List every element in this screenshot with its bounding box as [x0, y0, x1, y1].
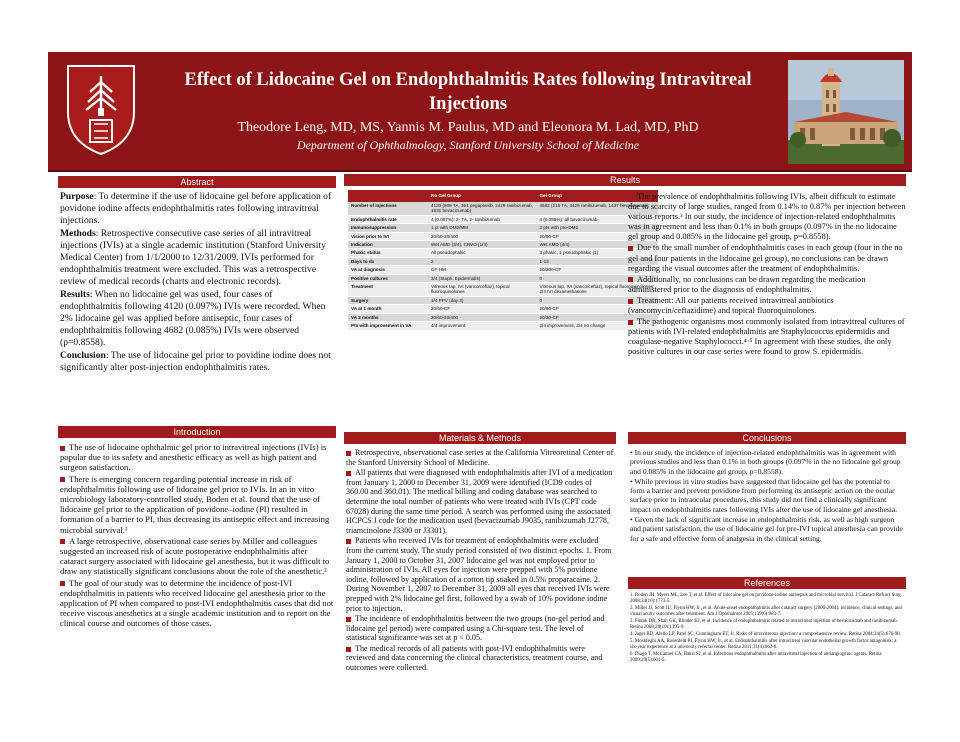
bullet-icon [628, 246, 633, 251]
table-cell: 2 pts with pre-DM2 [536, 224, 658, 232]
table-cell: Vitreous tap, IVI (vanco/ceftaz), topical fluoroquinolones; 2/4 IVI dexamethasone [536, 283, 658, 297]
table-cell: 0 [536, 296, 658, 304]
bullet-icon [346, 451, 351, 456]
abstract-heading: Abstract [58, 176, 336, 188]
results-point: Treatment: All our patients received intravitreal antibiotics (vancomycin/ceftazidime) and topical fluoroquinolones. [628, 295, 834, 316]
methods-label: Methods [60, 227, 96, 239]
introduction-body [60, 442, 336, 630]
table-cell: 1 pt with DM2/MM [428, 224, 536, 232]
table-row-label: Positive cultures [348, 274, 428, 282]
results-body [628, 192, 906, 359]
introduction-heading: Introduction [58, 426, 336, 438]
table-row-label: Indication [348, 241, 428, 249]
table-header-cell: Gel Group [536, 190, 658, 202]
table-row-label: VA at 1 month [348, 305, 428, 313]
table-row [348, 313, 658, 321]
bullet-icon [346, 647, 351, 652]
table-cell: 2/4 improvement, 2/4 no change [536, 322, 658, 330]
reference-item: 1. Boden JH, Myers ML, Lee T, et al. Effect of lidocaine gel on povidone-iodine antisepsis and microbial survival. J Cataract Refract Surg 2008;34(10):1773-5. [630, 593, 901, 604]
table-header-row [348, 190, 658, 202]
results-point: Additionally, no conclusions can be drawn regarding the medication administered prior to the diagnosis of endophthalmitis. [628, 274, 866, 294]
table-row-label: Vision prior to IVI [348, 232, 428, 240]
bullet-icon [628, 299, 633, 304]
hoover-tower-photo [788, 60, 904, 164]
poster-header [48, 52, 912, 172]
table-cell: 20/60-CF [536, 305, 658, 313]
results-point: The prevalence of endophthalmitis following IVIs, albeit difficult to estimate due to scarcity of large studies, ranged from 0.14% to 0.87% per injection between various reports.³ In our study, the incidence of injection-related endophthalmitis was in agreement and less than 0.1% in both groups (0.097% in the no lidocaine gel group and 0.085% in the lidocaine gel group, p=0.8558). [628, 192, 906, 242]
table-cell: 20/60-20/400 [428, 313, 536, 321]
reference-item: 4. Jager RD, Aiello LP, Patel SC, Cunningham ET, Jr. Risks of intravitreous injection: a comprehensive review. Retina 2004;24(5):676-98. [630, 632, 901, 637]
conclusion-label: Conclusion [60, 349, 106, 361]
table-cell: Wet AMD (4/4) [536, 241, 658, 249]
table-row [348, 305, 658, 313]
materials-point: Retrospective, observational case series at the California Vitreoretinal Center of the Stanford University School of Medicine. [346, 448, 614, 467]
conclusion-point: • Given the lack of significant increase in endophthalmitis risk, as well as high surgeon and patient satisfaction, the use of lidocaine gel for pre-IVI topical anesthesia can provide for a safe and effective form of analgesia in the clinical setting. [630, 515, 903, 543]
table-cell: Vitreous tap, IVI (vanco/ceftaz), topical fluoroquinolones [428, 283, 536, 297]
table-row-label: Surgery [348, 296, 428, 304]
table-cell: 4 (0.085%): all bevacizumab [536, 215, 658, 223]
materials-point: The incidence of endophthalmitis between the two groups (no-gel period and lidocaine gel period) were compared using a Chi-square test. The level of statistical significance was set at p < 0.05. [346, 614, 605, 643]
conclusion-point: • In our study, the incidence of injection-related endophthalmitis was in agreement with previous studies and less than 0.1% in both groups (0.097% in the no lidocaine gel group and 0.085% in the lidocaine gel group, p=0.8558). [630, 448, 901, 476]
table-cell: 3 phakic, 1 pseudophakic (1) [536, 249, 658, 257]
table-cell: 2 [428, 257, 536, 265]
reference-item: 3. Fintak DR, Shah GK, Blinder KJ, et al. Incidence of endophthalmitis related to intravitreal injection of bevacizumab and ranibizumab. Retina 2008;28(10):1395-9. [630, 619, 898, 630]
results-heading: Results [344, 174, 906, 186]
bullet-icon [60, 477, 65, 482]
table-row-label: Treatment [348, 283, 428, 297]
bullet-icon [346, 471, 351, 476]
poster-authors: Theodore Leng, MD, MS, Yannis M. Paulus, MD and Eleonora M. Lad, MD, PhD [237, 120, 699, 135]
table-header-cell [348, 190, 428, 202]
methods-text: : Retrospective consecutive case series of all intravitreal injections (IVIs) at a single academic institution (Stanford University Medical Center) from 1/1/2000 to 12/31/2009. IVIs performed for endophthalmitis treatment were excluded. This was a retrospective review of medical records (charts and electronic records). [60, 227, 326, 288]
table-cell: 4 (0.097%): 2- TA, 2- ranibizumab [428, 215, 536, 223]
table-row [348, 266, 658, 274]
table-body [348, 202, 658, 330]
table-row [348, 232, 658, 240]
table-cell: 0 [536, 274, 658, 282]
table-row [348, 296, 658, 304]
results-text: : When no lidocaine gel was used, four cases of endophthalmitis following 4120 (0.097%) IVIs were recorded. When 2% lidocaine gel was applied before antiseptic, four cases of endophthalmitis following 4682 (0.085%) IVIs were observed (p=0.8558). [60, 288, 326, 349]
bullet-icon [346, 617, 351, 622]
table-header-cell: No Gel Group [428, 190, 536, 202]
materials-point: The medical records of all patients with post-IVI endophthalmitis were reviewed and data concerning the clinical characteristics, treatment course, and outcomes were collected. [346, 643, 603, 673]
table-cell: 1/4 PPV (day 2) [428, 296, 536, 304]
table-cell: 4682 (216 TA, 3425 ranibizumab, 1437 bevacizumab) [536, 202, 658, 215]
table-row [348, 249, 658, 257]
table-row [348, 215, 658, 223]
table-cell: 4/4 improvement [428, 322, 536, 330]
table-cell: 20/80-CF [536, 232, 658, 240]
results-point: Due to the small number of endophthalmitis cases in each group (four in the no gel and four patients in the lidocaine gel group), no conclusions can be drawn regarding the visual outcomes after the treatment of endophthalmitis. [628, 243, 903, 273]
table-cell: 20/60-CF [428, 305, 536, 313]
conclusions-heading: Conclusions [628, 432, 906, 444]
table-cell: CF-HM [428, 266, 536, 274]
results-table [348, 190, 658, 331]
results-label: Results [60, 288, 90, 300]
conclusion-point: • While previous in vitro studies have suggested that lidocaine gel has the potential to form a barrier and prevent povidone from performing its antiseptic action on the ocular surface prior to intraocular procedures, this study did not find a clinically significant impact on endophthalmitis rates following IVIs after the use of lidocaine gel anesthesia. [630, 476, 898, 514]
table-row [348, 283, 658, 297]
reference-item: 2. Miller JJ, Scott IU, Flynn HW, Jr., et al. Acute-onset endophthalmitis after cataract surgery (2000-2004): incidence, clinical settings, and visual acuity outcomes after treatment. Am J Ophthalmol 2005;139(6):983-7. [630, 606, 902, 617]
materials-body [346, 448, 614, 674]
table-row-label: Number of injections [348, 202, 428, 215]
bullet-icon [628, 277, 633, 282]
bullet-icon [60, 539, 65, 544]
intro-point: There is emerging concern regarding potential increase in risk of endophthalmitis following use of lidocaine gel prior to IVIs. In an in vitro microbiology laboratory-controlled study, Boden et al. found that the use of lidocaine gel prior to the application of povidone–iodine (PI) resulted in formation of a barrier to PI, thus decreasing its antiseptic effect and increasing microbial survival.¹ [60, 473, 330, 535]
bullet-icon [628, 195, 633, 200]
table-cell: 1-13 [536, 257, 658, 265]
reference-item: 6. Diago T, McCannel CA, Bakri SJ, et al. Infectious endophthalmitis after intravitreal injection of antiangiogenic agents. Retina 2009;29(5):601-5. [630, 652, 882, 663]
table-cell: 20/200-CF [536, 266, 658, 274]
materials-point: All patients that were diagnosed with endophthalmitis after IVI of a medication from January 1, 2000 to December 31, 2009 were identified (ICD9 codes of 360.00 and 360.01). The medical billing and coding database was searched to determine the total number of patients who were treated with IVIs (CPT code 67028) during the same time period. A search was performed using the associated HCPCS J code for the medication used (bevacizumab J9035, ranibizumab J2778, triamcinolone J3300 or J3301). [346, 468, 613, 535]
table-cell: 20/60-20/400 [428, 232, 536, 240]
purpose-label: Purpose [60, 191, 94, 202]
table-row [348, 202, 658, 215]
table-row [348, 241, 658, 249]
table-row [348, 257, 658, 265]
bullet-icon [60, 581, 65, 586]
references-heading: References [628, 577, 906, 589]
stanford-seal-icon [64, 62, 138, 156]
materials-heading: Materials & Methods [344, 432, 616, 444]
materials-point: Patients who received IVIs for treatment of endophthalmitis were excluded from the current study. The study period consisted of two distinct epochs. 1. From January 1, 2000 to October 31, 2007 lidocaine gel was not employed prior to administration of IVIs. All eyes for injection were prepped with 5% povidone iodine, followed by application of a cotton tip soaked in 0.5% proparacaine. 2. During November 1, 2007 to December 31, 2009 all eyes that received IVIs were prepped with 2% lidocaine gel first, followed by a swab of 10% povidone iodine prior to injection. [346, 536, 612, 613]
table-row-label: VA at diagnosis [348, 266, 428, 274]
table-row [348, 274, 658, 282]
intro-point: A large retrospective, observational case series by Miller and colleagues suggested an increased risk of acute postoperative endophthalmitis after cataract surgery associated with lidocaine gel anesthesia, but it was difficult to draw any statistically significant conclusions about the role of the anesthetic.² [60, 535, 330, 577]
table-row-label: Immunosuppression [348, 224, 428, 232]
table-row-label: Endophthalmitis rate [348, 215, 428, 223]
conclusions-body [630, 448, 904, 544]
poster [48, 52, 912, 702]
table-row-label: Phakic status [348, 249, 428, 257]
table-cell: Wet AMD (3/4), CRVO (1/4) [428, 241, 536, 249]
reference-item: 5. Moshfeghi AA, Rosenfeld PJ, Flynn HW, Jr., et al. Endophthalmitis after intravitreal vascular endothelial growth factor antagonists: a six-year experience at a university referral center. Retina 2011;31(4):662-8. [630, 639, 897, 650]
poster-title: Effect of Lidocaine Gel on Endophthalmitis Rates following Intravitreal Injections [184, 70, 752, 114]
table-cell: 3/4 (Staph. Epidermidis) [428, 274, 536, 282]
table-row-label: Pts with improvement in VA [348, 322, 428, 330]
table-cell: All pseudophakic [428, 249, 536, 257]
bullet-icon [628, 320, 633, 325]
table-row [348, 224, 658, 232]
bullet-icon [346, 539, 351, 544]
purpose-text: : To determine if the use of lidocaine gel before application of povidone iodine affects endophthalmitis rates following intravitreal injections. [60, 191, 332, 227]
table-row-label: VA 3 months [348, 313, 428, 321]
references-list [630, 593, 904, 665]
poster-department: Department of Ophthalmology, Stanford University School of Medicine [296, 138, 640, 152]
results-point: The pathogenic organisms most commonly isolated from intravitreal cultures of patients with IVI-related endophthalmitis are Staphylococcus epidermidis and coagulase-negative Staphylococci.⁴·⁵ In agreement with these studies, the only positive cultures in our case series were found to grow S. epidermidis. [628, 317, 905, 357]
table-row-label: Days to dx [348, 257, 428, 265]
table-cell: 20/30-CF [536, 313, 658, 321]
abstract-body [60, 191, 336, 374]
bullet-icon [60, 446, 65, 451]
table-row [348, 322, 658, 330]
conclusion-text: : The use of lidocaine gel prior to povidine iodine does not significantly alter post-injection endophthalmitis rates. [60, 349, 331, 373]
intro-point: The use of lidocaine ophthalmic gel prior to intravitreal injections (IVIs) is popular due to its safety and anesthetic efficacy as well as high patient and surgeon satisfaction. [60, 442, 327, 473]
table-cell: 4120 (809 TA, 351 pegaptanib, 2429 ranibizumab, 1531 bevacizumab) [428, 202, 536, 215]
intro-point: The goal of our study was to determine the incidence of post-IVI endophthalmitis in patients who received lidocaine gel anesthesia prior to the application of PI when compared to post-IVI endophthalmitis cases that did not receive viscous anesthetics at a single academic institution and to report on the clinical course and outcomes of those cases. [60, 577, 334, 629]
